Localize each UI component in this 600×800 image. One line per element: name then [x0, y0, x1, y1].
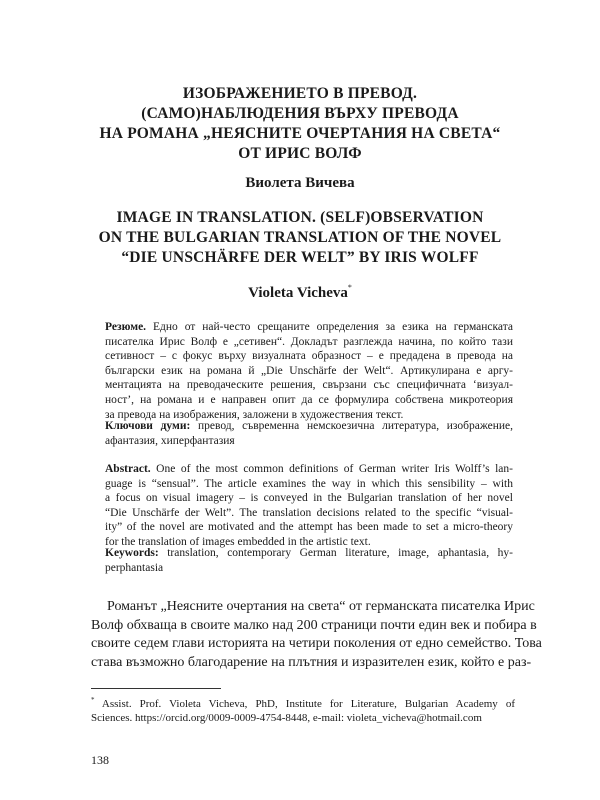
abstract-line: [105, 462, 513, 477]
bulgarian-title-line: ОТ ИРИС ВОЛФ: [238, 145, 362, 162]
keywords-line: perphantasia: [105, 561, 164, 574]
bulgarian-title-line: (САМО)НАБЛЮДЕНИЯ ВЪРХУ ПРЕВОДА: [141, 105, 459, 122]
body-line: Романът „Неясните очертания на света“ от германската писателка Ирис: [107, 599, 535, 614]
footnote-line: Sciences. https://orcid.org/0009-0009-4754-8448, e-mail: violeta_vicheva@hotmail.com: [91, 712, 482, 724]
footnote: [91, 693, 515, 725]
english-title-line: “DIE UNSCHÄRFE DER WELT” BY IRIS WOLFF: [121, 249, 479, 266]
bulgarian-author: Виолета Вичева: [245, 175, 355, 191]
body-line: своите седем глави историята на четири поколения от едно семейство. Това: [91, 636, 542, 651]
english-title-line: ON THE BULGARIAN TRANSLATION OF THE NOVEL: [98, 229, 502, 246]
abstract-line: for the translation of images embedded in the artistic text.: [105, 535, 371, 548]
page-number: 138: [91, 753, 109, 767]
english-title: [70, 208, 530, 268]
keywords-line: афантазия, хиперфантазия: [105, 434, 235, 447]
abstract-line: guage is “sensual”. The article examines the way in which this sensibility – with: [105, 477, 513, 490]
abstract-line: сетивност – с фокус върху визуалната образност – е предадена в превода на: [105, 350, 513, 363]
bulgarian-title-line: ИЗОБРАЖЕНИЕТО В ПРЕВОД.: [182, 85, 418, 102]
body-paragraph: [91, 598, 542, 672]
abstract-label: Резюме.: [105, 321, 147, 333]
abstract-line: български език на романа й „Die Unschärfe der Welt“. Артикулирана е аргу-: [105, 364, 513, 377]
footnote-text: Assist. Prof. Violeta Vicheva, PhD, Institute for Literature, Bulgarian Academy of: [94, 698, 515, 710]
body-line: става възможно благодарение на плътния и изразителен език, който е раз-: [91, 654, 532, 670]
footnote-line: [91, 693, 515, 711]
keywords-text: превод, съвременна немскоезична литература, изображение,: [190, 420, 514, 432]
keywords-english: [105, 546, 513, 575]
english-author: [0, 278, 600, 303]
abstract-line: a focus on visual imagery – is conveyed in the Bulgarian translation of her novel: [105, 492, 513, 505]
abstract-text: One of the most common definitions of German writer Iris Wolff’s lan-: [150, 463, 513, 475]
abstract-line: писателка Ирис Волф е „сетивен“. Докладът разглежда начина, по който тази: [105, 335, 513, 348]
abstract-line: за превода на изображения, заложени в художествения текст.: [105, 408, 404, 421]
abstract-line: ity” of the novel are motivated and the attempt has been made to set a micro-theory: [105, 521, 513, 534]
keywords-text: translation, contemporary German literature, image, aphantasia, hy-: [158, 547, 513, 559]
english-title-line: IMAGE IN TRANSLATION. (SELF)OBSERVATION: [116, 209, 484, 226]
bulgarian-title-line: НА РОМАНА „НЕЯСНИТЕ ОЧЕРТАНИЯ НА СВЕТА“: [99, 125, 501, 142]
keywords-label: Ключови думи:: [105, 420, 191, 432]
keywords-label: Keywords:: [105, 547, 159, 559]
keywords-line: [105, 546, 513, 561]
footnote-mark: *: [91, 696, 95, 704]
footnote-marker: *: [347, 283, 352, 292]
abstract-english: [105, 462, 513, 550]
bulgarian-title: [70, 84, 530, 164]
abstract-bulgarian: [105, 320, 513, 422]
abstract-text: Едно от най-често срещаните определения за езика на германската: [146, 321, 513, 333]
footnote-divider: [91, 688, 221, 689]
keywords-bulgarian: [105, 419, 513, 448]
abstract-label: Abstract.: [105, 463, 151, 475]
body-line: Волф обхваща в своите малко над 200 страници почти един век и побира в: [91, 617, 537, 633]
abstract-line: “Die Unschärfe der Welt”. The translation decisions related to the specific “visual-: [105, 506, 513, 519]
abstract-line: ментацията на преводаческите решения, свързани със специфичната ‘визуал-: [105, 379, 513, 392]
abstract-line: ност’, на романа и е направен опит да се формулира собствена микротеория: [105, 393, 513, 406]
english-author-name: Violeta Vicheva: [248, 285, 348, 301]
keywords-line: [105, 419, 513, 434]
abstract-line: [105, 320, 513, 335]
